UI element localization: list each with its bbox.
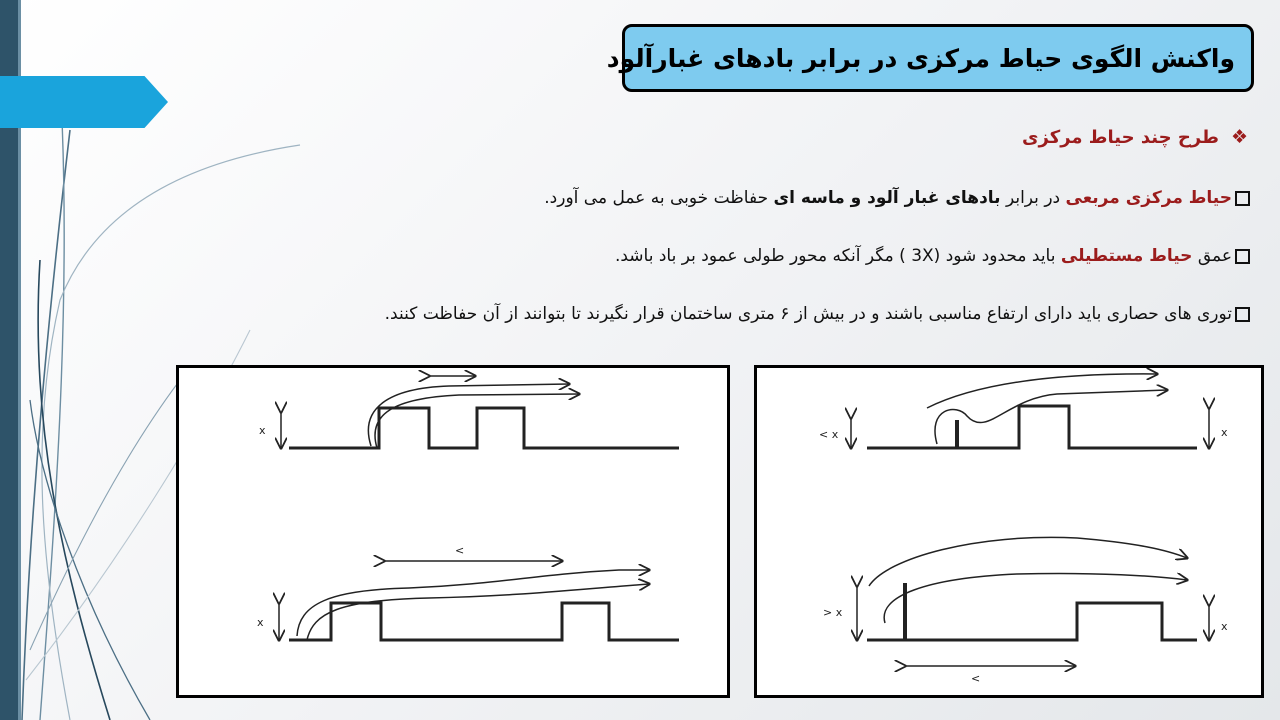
top-left-label: < x xyxy=(819,428,839,441)
bullet-1-emphasis: حیاط مرکزی مربعی xyxy=(1065,188,1232,208)
bottom-height-label: x xyxy=(257,616,264,629)
diagram-left xyxy=(176,365,730,698)
top-section-right xyxy=(819,374,1228,448)
checkbox-bullet-icon xyxy=(1235,191,1250,206)
diagram-left-svg xyxy=(179,368,727,695)
ground-profile-bottom xyxy=(289,603,679,640)
section-heading xyxy=(1022,126,1248,148)
bottom-left-label: > x xyxy=(823,606,843,619)
bullet-1-text-a: در برابر xyxy=(1000,188,1066,208)
ground-profile-bottom-right xyxy=(867,603,1197,640)
ground-profile-top-right xyxy=(867,406,1197,448)
bullet-fences xyxy=(385,304,1250,324)
bullet-2-text-b: باید محدود شود (3X ) مگر آنکه محور طولی عمود بر باد باشد. xyxy=(614,246,1061,266)
top-height-label: x xyxy=(259,424,266,437)
bullet-2-text-a: عمق xyxy=(1192,246,1232,266)
bullet-square-courtyard xyxy=(544,188,1250,208)
accent-arrow xyxy=(0,76,168,128)
slide-title: واکنش الگوی حیاط مرکزی در برابر بادهای غبارآلود xyxy=(606,43,1235,73)
ground-profile-top xyxy=(289,408,679,448)
diamond-bullet-icon: ❖ xyxy=(1230,126,1248,148)
bullet-1-bold: بادهای غبار آلود و ماسه ای xyxy=(773,188,1001,208)
diagram-right-svg xyxy=(757,368,1261,695)
top-right-label: x xyxy=(1221,426,1228,439)
diagram-right xyxy=(754,365,1264,698)
bullet-3-text: توری های حصاری باید دارای ارتفاع مناسبی باشند و در بیش از ۶ متری ساختمان قرار نگیرند تا بتوانند از آن حفاظت کنند. xyxy=(384,304,1232,324)
bottom-span-label-right: < xyxy=(971,672,981,685)
bullet-2-emphasis: حیاط مستطیلی xyxy=(1060,246,1193,266)
bullet-1-text-b: حفاظت خوبی به عمل می آورد. xyxy=(544,188,774,208)
heading-text: طرح چند حیاط مرکزی xyxy=(1022,126,1219,148)
bottom-span-label: < xyxy=(455,544,465,557)
bottom-section-right xyxy=(823,537,1228,685)
top-section xyxy=(259,376,679,448)
bullet-rectangular-courtyard xyxy=(615,246,1250,266)
title-box xyxy=(606,24,1254,92)
bottom-section xyxy=(257,544,679,640)
checkbox-bullet-icon xyxy=(1235,249,1250,264)
checkbox-bullet-icon xyxy=(1235,307,1250,322)
bottom-right-label: x xyxy=(1221,620,1228,633)
